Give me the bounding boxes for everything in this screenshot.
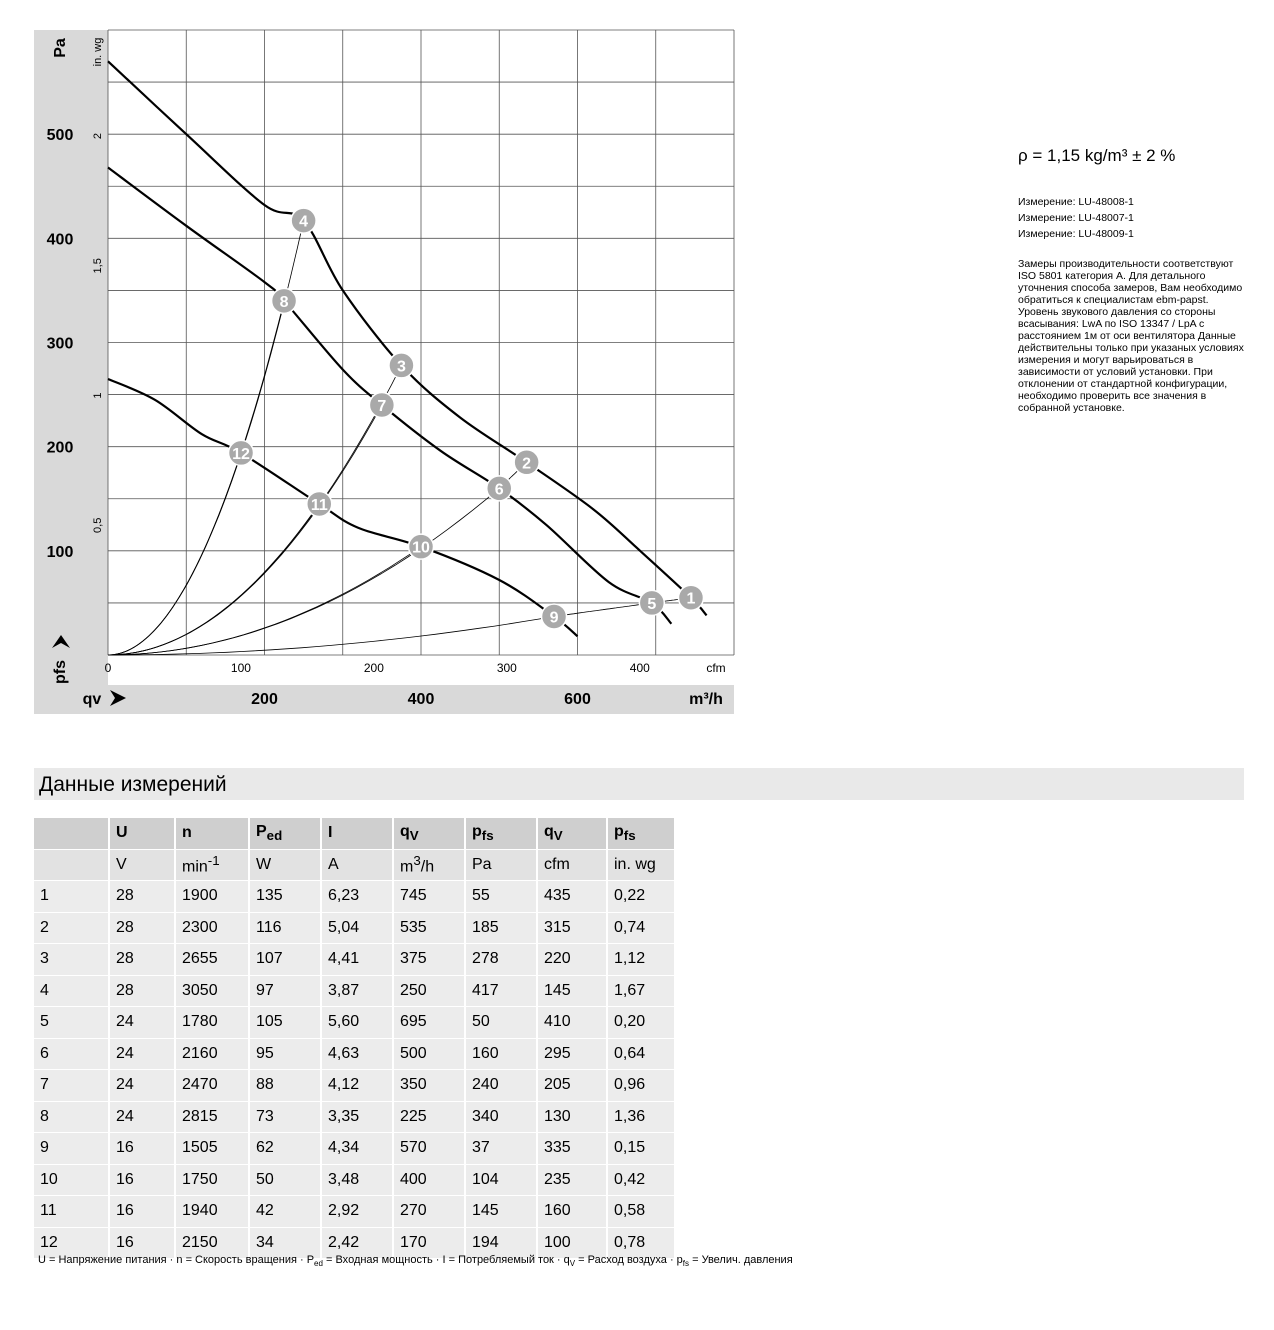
operating-point-label: 6 bbox=[494, 481, 504, 499]
table-cell: 28 bbox=[108, 944, 174, 976]
table-cell: 16 bbox=[108, 1133, 174, 1165]
table-cell: 16 bbox=[108, 1196, 174, 1228]
column-unit-base: cfm bbox=[544, 855, 570, 873]
table-cell: 170 bbox=[392, 1228, 464, 1260]
y-tick-label-pa: 200 bbox=[46, 439, 74, 457]
table-cell: 107 bbox=[248, 944, 320, 976]
y-unit-inwg: in. wg bbox=[92, 37, 104, 67]
column-unit-base: in. wg bbox=[614, 855, 656, 873]
column-unit bbox=[174, 850, 248, 882]
table-cell: 28 bbox=[108, 913, 174, 945]
table-cell: 55 bbox=[464, 881, 536, 913]
table-cell: 0,96 bbox=[606, 1070, 674, 1102]
y-tick-label-inwg: 0,5 bbox=[92, 517, 104, 533]
table-cell: 340 bbox=[464, 1102, 536, 1134]
table-cell: 4,63 bbox=[320, 1039, 392, 1071]
operating-point-label: 2 bbox=[522, 455, 532, 473]
legend-text: U = Напряжение питания · n = Скорость вращения · P bbox=[38, 1254, 315, 1266]
y-tick-label-inwg: 1 bbox=[92, 392, 104, 399]
table-cell: 105 bbox=[248, 1007, 320, 1039]
column-header bbox=[606, 818, 674, 850]
column-header bbox=[174, 818, 248, 850]
table-cell: 278 bbox=[464, 944, 536, 976]
table-cell: 0,20 bbox=[606, 1007, 674, 1039]
table-cell: 1780 bbox=[174, 1007, 248, 1039]
column-unit-base: m bbox=[400, 858, 414, 876]
column-header-symbol: U bbox=[116, 824, 128, 842]
table-cell: 417 bbox=[464, 976, 536, 1008]
table-cell: 270 bbox=[392, 1196, 464, 1228]
table-cell: 745 bbox=[392, 881, 464, 913]
table-cell: 0,64 bbox=[606, 1039, 674, 1071]
column-header-symbol: p bbox=[614, 823, 624, 841]
table-row bbox=[34, 1039, 674, 1071]
x-tick-label-cfm: 0 bbox=[104, 661, 112, 675]
table-cell: 95 bbox=[248, 1039, 320, 1071]
table-cell: 410 bbox=[536, 1007, 606, 1039]
table-cell: 2,92 bbox=[320, 1196, 392, 1228]
table-cell: 37 bbox=[464, 1133, 536, 1165]
table-cell: 2470 bbox=[174, 1070, 248, 1102]
table-cell: 235 bbox=[536, 1165, 606, 1197]
operating-point-label: 11 bbox=[310, 496, 328, 514]
legend-text: = Увелич. давления bbox=[689, 1254, 793, 1266]
table-row bbox=[34, 1133, 674, 1165]
table-cell: 1,67 bbox=[606, 976, 674, 1008]
table-cell: 194 bbox=[464, 1228, 536, 1260]
legend-subscript: ed bbox=[314, 1259, 323, 1269]
section-title: Данные измерений bbox=[39, 773, 227, 796]
column-header-symbol: I bbox=[328, 824, 333, 842]
table-cell: 104 bbox=[464, 1165, 536, 1197]
operating-point-label: 4 bbox=[299, 213, 309, 231]
column-unit bbox=[392, 850, 464, 882]
y-tick-label-pa: 100 bbox=[46, 543, 74, 561]
table-cell: 8 bbox=[34, 1102, 108, 1134]
column-header-symbol: q bbox=[544, 823, 554, 841]
table-cell: 0,74 bbox=[606, 913, 674, 945]
table-cell: 73 bbox=[248, 1102, 320, 1134]
x-unit-cfm: cfm bbox=[706, 661, 726, 675]
column-unit-base: V bbox=[116, 855, 127, 873]
column-header-subscript: V bbox=[409, 828, 419, 844]
x-tick-label-m3h: 600 bbox=[564, 691, 591, 708]
table-cell: 1750 bbox=[174, 1165, 248, 1197]
table-cell: 0,15 bbox=[606, 1133, 674, 1165]
table-cell: 375 bbox=[392, 944, 464, 976]
table-cell: 0,42 bbox=[606, 1165, 674, 1197]
table-cell: 4,34 bbox=[320, 1133, 392, 1165]
column-header-subscript: ed bbox=[266, 828, 283, 844]
column-header-subscript: V bbox=[553, 828, 563, 844]
column-header-symbol: q bbox=[400, 823, 410, 841]
operating-point-label: 10 bbox=[412, 539, 430, 557]
operating-point-label: 1 bbox=[686, 590, 696, 608]
table-cell: 295 bbox=[536, 1039, 606, 1071]
table-row bbox=[34, 944, 674, 976]
table-cell: 2150 bbox=[174, 1228, 248, 1260]
table-cell: 3,35 bbox=[320, 1102, 392, 1134]
table-cell: 5,60 bbox=[320, 1007, 392, 1039]
table-cell: 12 bbox=[34, 1228, 108, 1260]
y-tick-label-pa: 500 bbox=[46, 127, 74, 145]
table-cell: 2815 bbox=[174, 1102, 248, 1134]
x-tick-label-cfm: 400 bbox=[629, 661, 650, 675]
column-unit bbox=[536, 850, 606, 882]
table-cell: 185 bbox=[464, 913, 536, 945]
abbreviation-legend bbox=[38, 1254, 793, 1268]
table-cell: 1505 bbox=[174, 1133, 248, 1165]
table-cell: 315 bbox=[536, 913, 606, 945]
table-cell: 116 bbox=[248, 913, 320, 945]
operating-point-label: 5 bbox=[647, 595, 657, 613]
table-cell: 50 bbox=[464, 1007, 536, 1039]
table-cell: 5 bbox=[34, 1007, 108, 1039]
measurement-list bbox=[1018, 194, 1244, 242]
table-cell: 145 bbox=[464, 1196, 536, 1228]
table-cell: 3 bbox=[34, 944, 108, 976]
table-cell: 100 bbox=[536, 1228, 606, 1260]
table-cell: 24 bbox=[108, 1039, 174, 1071]
column-header bbox=[320, 818, 392, 850]
column-unit-base: A bbox=[328, 855, 339, 873]
table-cell: 1900 bbox=[174, 881, 248, 913]
y-tick-label-inwg: 1,5 bbox=[92, 258, 104, 274]
table-cell: 240 bbox=[464, 1070, 536, 1102]
table-cell: 24 bbox=[108, 1070, 174, 1102]
legend-text: = Расход воздуха · p bbox=[575, 1254, 683, 1266]
legend-subscript: V bbox=[569, 1259, 576, 1269]
table-cell: 335 bbox=[536, 1133, 606, 1165]
table-cell: 1 bbox=[34, 881, 108, 913]
table-cell: 97 bbox=[248, 976, 320, 1008]
table-cell: 2 bbox=[34, 913, 108, 945]
column-header bbox=[536, 818, 606, 850]
table-cell: 205 bbox=[536, 1070, 606, 1102]
column-unit-superscript: -1 bbox=[207, 853, 220, 869]
table-cell: 0,58 bbox=[606, 1196, 674, 1228]
column-unit bbox=[606, 850, 674, 882]
measurement-id: Измерение: LU-48007-1 bbox=[1018, 212, 1134, 224]
table-cell: 135 bbox=[248, 881, 320, 913]
table-cell: 28 bbox=[108, 881, 174, 913]
table-cell: 3,48 bbox=[320, 1165, 392, 1197]
table-cell: 350 bbox=[392, 1070, 464, 1102]
table-cell: 570 bbox=[392, 1133, 464, 1165]
table-cell: 3050 bbox=[174, 976, 248, 1008]
x-tick-label-cfm: 300 bbox=[496, 661, 517, 675]
table-cell: 145 bbox=[536, 976, 606, 1008]
table-row bbox=[34, 976, 674, 1008]
column-header bbox=[248, 818, 320, 850]
y-unit-pa: Pa bbox=[52, 38, 69, 58]
operating-point-label: 8 bbox=[279, 293, 289, 311]
table-cell: 3,87 bbox=[320, 976, 392, 1008]
table-cell: 4,41 bbox=[320, 944, 392, 976]
measurement-note: Замеры производительности соответствуют ISO 5801 категория A. Для детального уточнения способа замеров, Вам необходимо обратиться к специалистам ebm-papst. Уровень звукового давления со стороны всасывания: LwA по ISO 13347 / LpA с расстоянием 1м от оси вентилятора Данные действительны только при указаных условиях измерения и могут варьироваться в зависимости от условий установки. При отклонении от стандартной конфигурации, необходимо проверить все значения в собранной установке. bbox=[1018, 258, 1244, 414]
column-unit-base: min bbox=[182, 858, 208, 876]
table-row bbox=[34, 881, 674, 913]
table-cell: 160 bbox=[536, 1196, 606, 1228]
table-cell: 6 bbox=[34, 1039, 108, 1071]
column-unit-rest: /h bbox=[420, 858, 435, 876]
table-cell: 42 bbox=[248, 1196, 320, 1228]
table-cell: 500 bbox=[392, 1039, 464, 1071]
table-cell: 130 bbox=[536, 1102, 606, 1134]
column-unit bbox=[34, 850, 108, 882]
table-cell: 695 bbox=[392, 1007, 464, 1039]
table-cell: 9 bbox=[34, 1133, 108, 1165]
table-cell: 0,78 bbox=[606, 1228, 674, 1260]
x-tick-label-m3h: 200 bbox=[251, 691, 278, 708]
operating-point-label: 3 bbox=[396, 358, 406, 376]
column-header-symbol: P bbox=[256, 823, 267, 841]
x-tick-label-cfm: 200 bbox=[363, 661, 384, 675]
measurement-id: Измерение: LU-48008-1 bbox=[1018, 196, 1134, 208]
fan-performance-chart bbox=[0, 0, 740, 720]
column-header-symbol: n bbox=[182, 824, 192, 842]
table-cell: 11 bbox=[34, 1196, 108, 1228]
table-cell: 0,22 bbox=[606, 881, 674, 913]
column-header-symbol: p bbox=[472, 823, 482, 841]
column-unit bbox=[108, 850, 174, 882]
table-cell: 435 bbox=[536, 881, 606, 913]
column-header bbox=[108, 818, 174, 850]
column-unit bbox=[248, 850, 320, 882]
table-cell: 34 bbox=[248, 1228, 320, 1260]
y-axis-symbol: pfs bbox=[52, 660, 69, 684]
table-row bbox=[34, 1007, 674, 1039]
table-cell: 50 bbox=[248, 1165, 320, 1197]
table-cell: 250 bbox=[392, 976, 464, 1008]
measurement-id: Измерение: LU-48009-1 bbox=[1018, 228, 1134, 240]
column-header bbox=[34, 818, 108, 850]
table-header-row bbox=[34, 818, 674, 850]
column-unit-superscript: 3 bbox=[413, 853, 421, 869]
table-cell: 2160 bbox=[174, 1039, 248, 1071]
table-cell: 1,36 bbox=[606, 1102, 674, 1134]
table-cell: 1940 bbox=[174, 1196, 248, 1228]
table-cell: 24 bbox=[108, 1007, 174, 1039]
table-cell: 28 bbox=[108, 976, 174, 1008]
air-density: ρ = 1,15 kg/m³ ± 2 % bbox=[1018, 146, 1176, 165]
table-cell: 1,12 bbox=[606, 944, 674, 976]
table-cell: 4 bbox=[34, 976, 108, 1008]
y-tick-label-inwg: 2 bbox=[92, 133, 104, 140]
column-unit-base: Pa bbox=[472, 855, 492, 873]
table-cell: 160 bbox=[464, 1039, 536, 1071]
legend-subscript: fs bbox=[682, 1259, 690, 1269]
operating-point-label: 7 bbox=[377, 398, 387, 415]
x-tick-label-cfm: 100 bbox=[230, 661, 251, 675]
table-row bbox=[34, 1165, 674, 1197]
table-cell: 220 bbox=[536, 944, 606, 976]
table-cell: 4,12 bbox=[320, 1070, 392, 1102]
section-header bbox=[34, 768, 1244, 800]
table-cell: 2655 bbox=[174, 944, 248, 976]
table-cell: 535 bbox=[392, 913, 464, 945]
y-tick-label-pa: 300 bbox=[46, 335, 74, 353]
column-unit-base: W bbox=[256, 855, 272, 873]
table-unit-row bbox=[34, 850, 674, 882]
column-unit bbox=[320, 850, 392, 882]
column-header-subscript: fs bbox=[623, 828, 636, 844]
table-row bbox=[34, 1070, 674, 1102]
legend-text: = Входная мощность · I = Потребляемый ток · q bbox=[322, 1254, 570, 1266]
table-cell: 6,23 bbox=[320, 881, 392, 913]
table-row bbox=[34, 913, 674, 945]
table-cell: 16 bbox=[108, 1228, 174, 1260]
measurement-table bbox=[34, 818, 674, 1259]
x-unit-m3h: m³/h bbox=[689, 691, 723, 708]
table-row bbox=[34, 1102, 674, 1134]
table-cell: 2300 bbox=[174, 913, 248, 945]
x-tick-label-m3h: 400 bbox=[407, 691, 435, 708]
column-header bbox=[464, 818, 536, 850]
table-cell: 24 bbox=[108, 1102, 174, 1134]
column-header bbox=[392, 818, 464, 850]
table-cell: 225 bbox=[392, 1102, 464, 1134]
table-row bbox=[34, 1196, 674, 1228]
operating-point-label: 9 bbox=[549, 609, 559, 627]
table-cell: 88 bbox=[248, 1070, 320, 1102]
column-header-subscript: fs bbox=[481, 828, 494, 844]
operating-point-label: 12 bbox=[232, 445, 250, 463]
y-tick-label-pa: 400 bbox=[46, 231, 74, 249]
table-cell: 400 bbox=[392, 1165, 464, 1197]
table-cell: 62 bbox=[248, 1133, 320, 1165]
x-axis-symbol: qv bbox=[82, 691, 102, 708]
table-cell: 10 bbox=[34, 1165, 108, 1197]
table-cell: 16 bbox=[108, 1165, 174, 1197]
table-cell: 5,04 bbox=[320, 913, 392, 945]
table-cell: 7 bbox=[34, 1070, 108, 1102]
column-unit bbox=[464, 850, 536, 882]
table-cell: 2,42 bbox=[320, 1228, 392, 1260]
